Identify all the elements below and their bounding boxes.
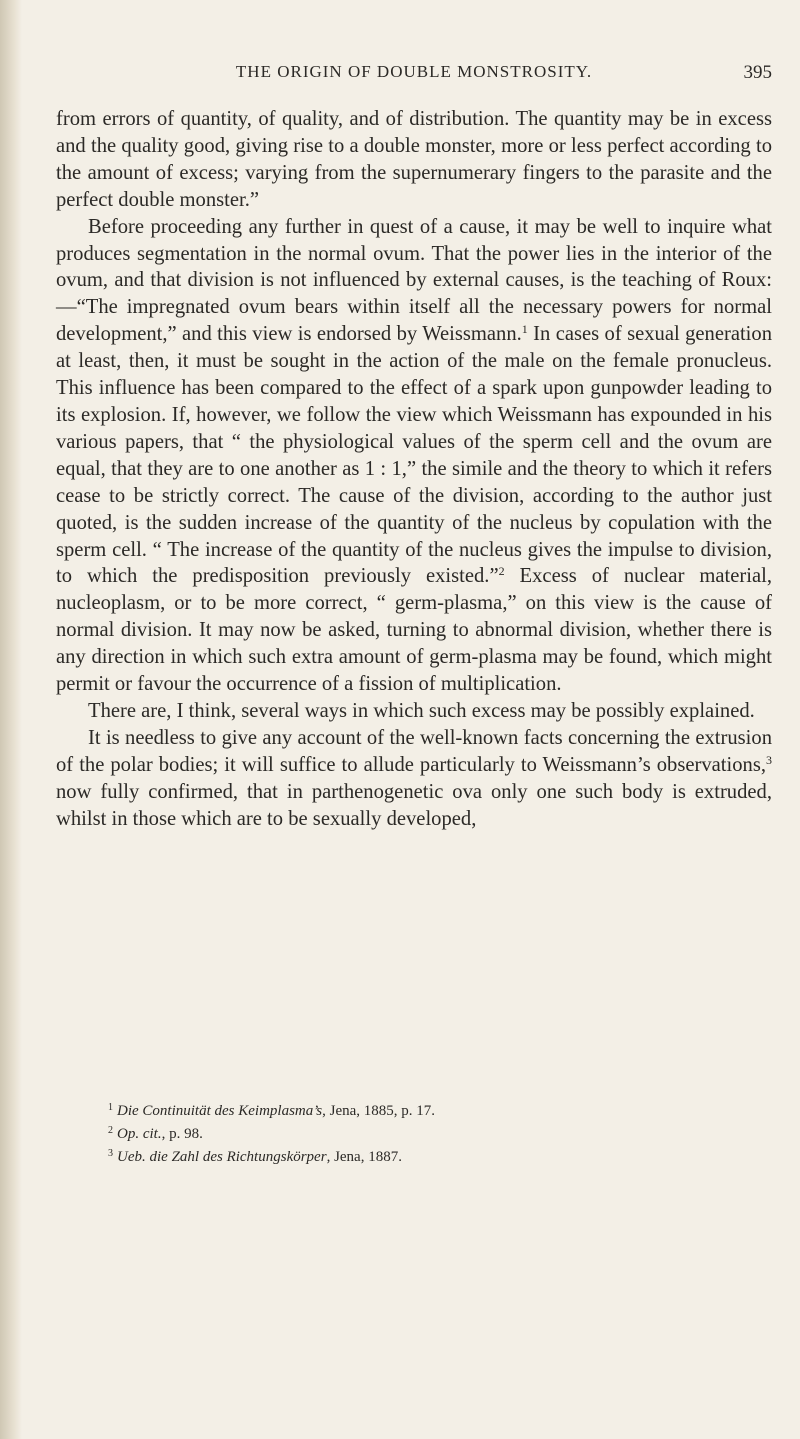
paragraph — [56, 725, 772, 833]
footnote-title: Op. cit. — [117, 1126, 162, 1142]
footnote-title: Die Continuität des Keimplasma’s — [117, 1103, 323, 1119]
paragraph-text: Before proceeding any further in quest of a cause, it may be well to inquire what produces segmentation in the normal ovum. That the power lies in the interior of the ovum, and that division is not influenced by external causes, is the teaching of Roux:—“The impregnated ovum bears within itself all the necessary powers for normal development,” and this view is endorsed by Weissmann. — [56, 215, 772, 346]
footnote-title: Ueb. die Zahl des Richtungskörper — [117, 1149, 327, 1165]
paragraph-text: Excess of nuclear material, nucleoplasm, or to be more correct, “ germ-plasma,” on this view is the cause of normal division. It may now be asked, turning to abnormal division, whether there is any direction in which such extra amount of germ-plasma may be found, which might permit or favour the occurrence of a fission of multiplication. — [56, 565, 772, 696]
running-title: THE ORIGIN OF DOUBLE MONSTROSITY. — [235, 62, 593, 81]
footnote — [108, 1144, 758, 1167]
paragraph — [56, 214, 772, 698]
footnote-citation: , p. 98. — [161, 1126, 203, 1142]
paragraph — [56, 698, 772, 725]
footnote-mark: 3 — [108, 1148, 113, 1159]
footnote-reference: 1 — [521, 322, 528, 337]
footnote — [108, 1121, 758, 1144]
footnote-citation: , Jena, 1885, p. 17. — [322, 1103, 436, 1119]
footnote-reference: 3 — [766, 752, 772, 767]
page-number: 395 — [743, 62, 772, 83]
footnote — [108, 1098, 758, 1121]
body-text — [56, 106, 772, 832]
paragraph-text: now fully confirmed, that in parthenogenetic ova only one such body is extruded, whilst in those which are to be sexually developed, — [56, 780, 772, 830]
footnote-reference: 2 — [498, 564, 505, 579]
footnote-mark: 1 — [108, 1102, 113, 1113]
footnote-mark: 2 — [108, 1125, 113, 1136]
page-gutter-shadow — [0, 0, 22, 1439]
paragraph-text: It is needless to give any account of the well-known facts concerning the extrusion of the polar bodies; it will suffice to allude particularly to Weissmann’s observations, — [56, 726, 772, 776]
paragraph — [56, 106, 772, 214]
paragraph-text: In cases of sexual generation at least, then, it must be sought in the action of the male on the female pronucleus. This influence has been compared to the effect of a spark upon gunpowder leading to its explosion. If, however, we follow the view which Weissmann has expounded in his various papers, that “ the physiological values of the sperm cell and the ovum are equal, that they are to one another as 1 : 1,” the simile and the theory to which it refers cease to be strictly correct. The cause of the division, according to the author just quoted, is the sudden increase of the quantity of the nucleus by copulation with the sperm cell. “ The increase of the quantity of the nucleus gives the impulse to division, to which the predisposition previously existed.” — [56, 323, 773, 588]
paragraph-text: from errors of quantity, of quality, and of distribution. The quantity may be in excess and the quality good, giving rise to a double monster, more or less perfect according to the amount of excess; varying from the supernumerary fingers to the parasite and the perfect double monster.” — [56, 108, 772, 211]
paragraph-text: There are, I think, several ways in which such excess may be possibly explained. — [88, 699, 755, 722]
running-header — [56, 62, 772, 86]
footnote-citation: , Jena, 1887. — [326, 1149, 402, 1165]
footnotes — [108, 1098, 758, 1167]
